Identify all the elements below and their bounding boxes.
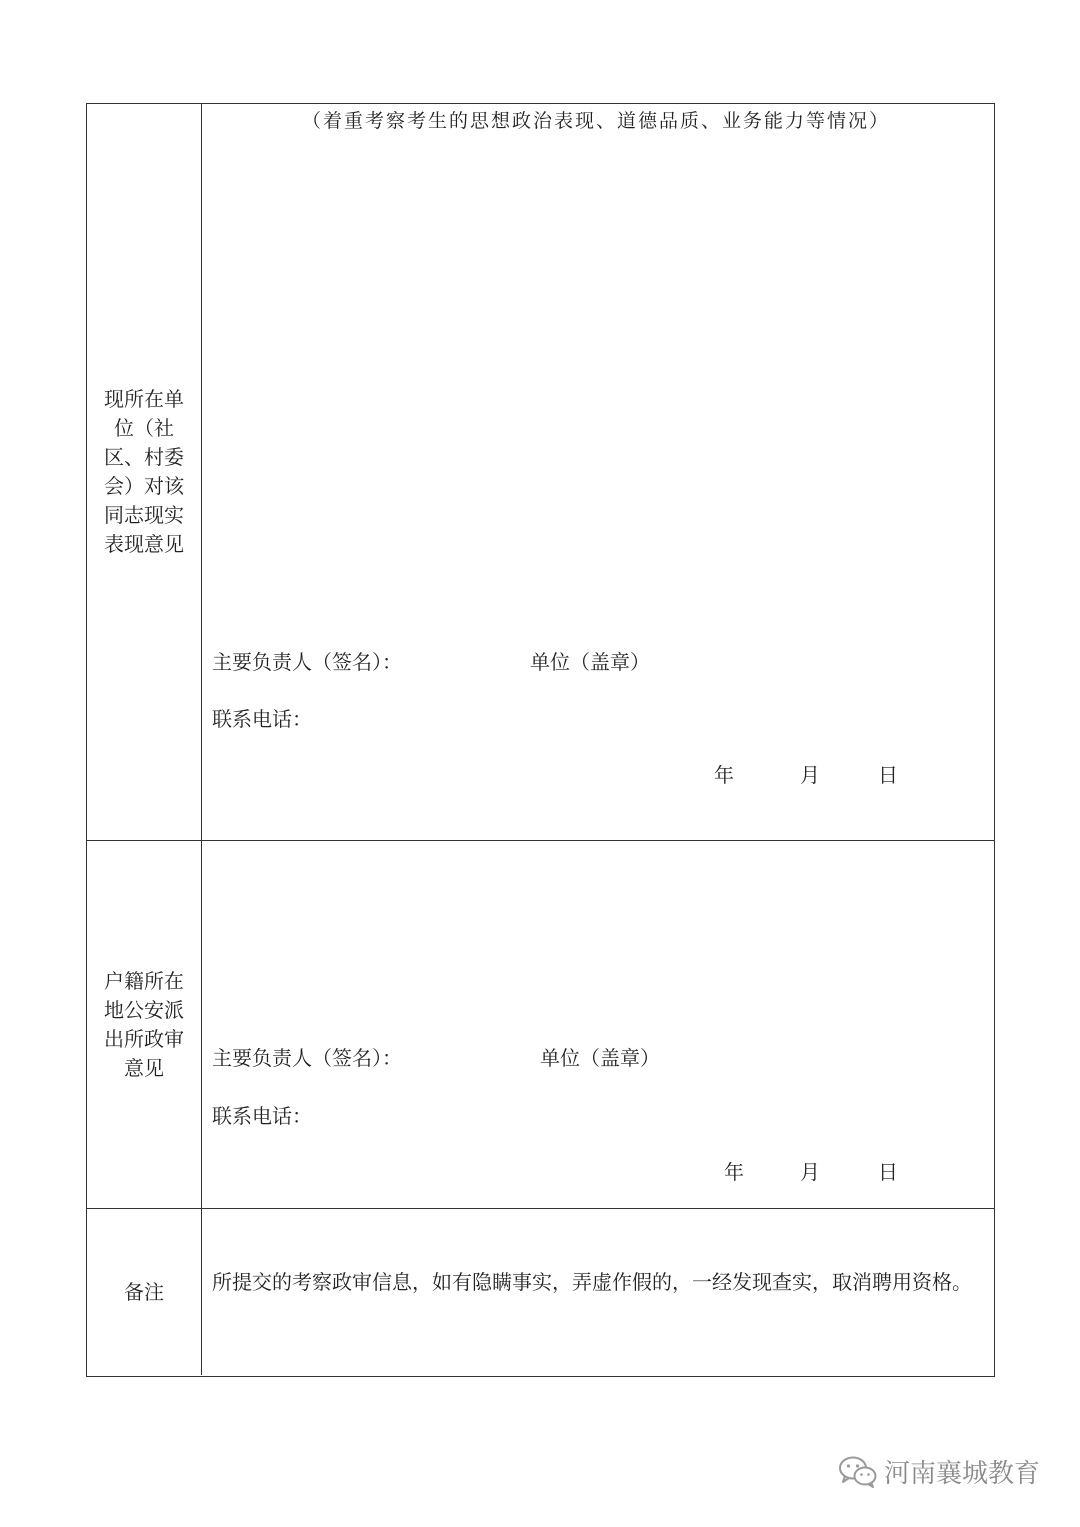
remark-text: 所提交的考察政审信息，如有隐瞒事实，弄虚作假的，一经发现查实，取消聘用资格。 — [212, 1270, 972, 1294]
police-date-month: 月 — [800, 1160, 820, 1184]
workplace-label: 现所在单位（社区、村委会）对该同志现实表现意见 — [104, 387, 184, 556]
workplace-date-year: 年 — [714, 763, 734, 787]
wechat-icon — [838, 1455, 878, 1489]
workplace-date-month: 月 — [800, 763, 820, 787]
police-content-cell — [202, 841, 994, 1208]
political-review-form — [86, 103, 995, 1377]
assessment-hint: （着重考察考生的思想政治表现、道德品质、业务能力等情况） — [302, 110, 891, 132]
workplace-seal-label: 单位（盖章） — [530, 650, 650, 674]
workplace-label-cell — [87, 104, 202, 840]
watermark-text: 河南襄城教育 — [884, 1459, 1041, 1489]
workplace-phone-label: 联系电话： — [212, 707, 312, 731]
workplace-opinion-row — [87, 104, 994, 841]
police-opinion-row — [87, 841, 994, 1209]
police-label-cell — [87, 841, 202, 1208]
police-signature-label: 主要负责人（签名）： — [212, 1046, 402, 1070]
workplace-signature-label: 主要负责人（签名）： — [212, 650, 402, 674]
police-date-year: 年 — [724, 1160, 744, 1184]
remark-label: 备注 — [124, 1279, 164, 1304]
remark-label-cell — [87, 1209, 202, 1375]
police-date-day: 日 — [878, 1160, 898, 1184]
workplace-date-day: 日 — [878, 763, 898, 787]
remark-content-cell — [202, 1209, 994, 1375]
workplace-content-cell — [202, 104, 994, 840]
remark-row — [87, 1209, 994, 1375]
watermark — [838, 1453, 1040, 1490]
police-seal-label: 单位（盖章） — [540, 1046, 660, 1070]
police-phone-label: 联系电话： — [212, 1104, 312, 1128]
police-label: 户籍所在地公安派出所政审意见 — [104, 968, 184, 1080]
